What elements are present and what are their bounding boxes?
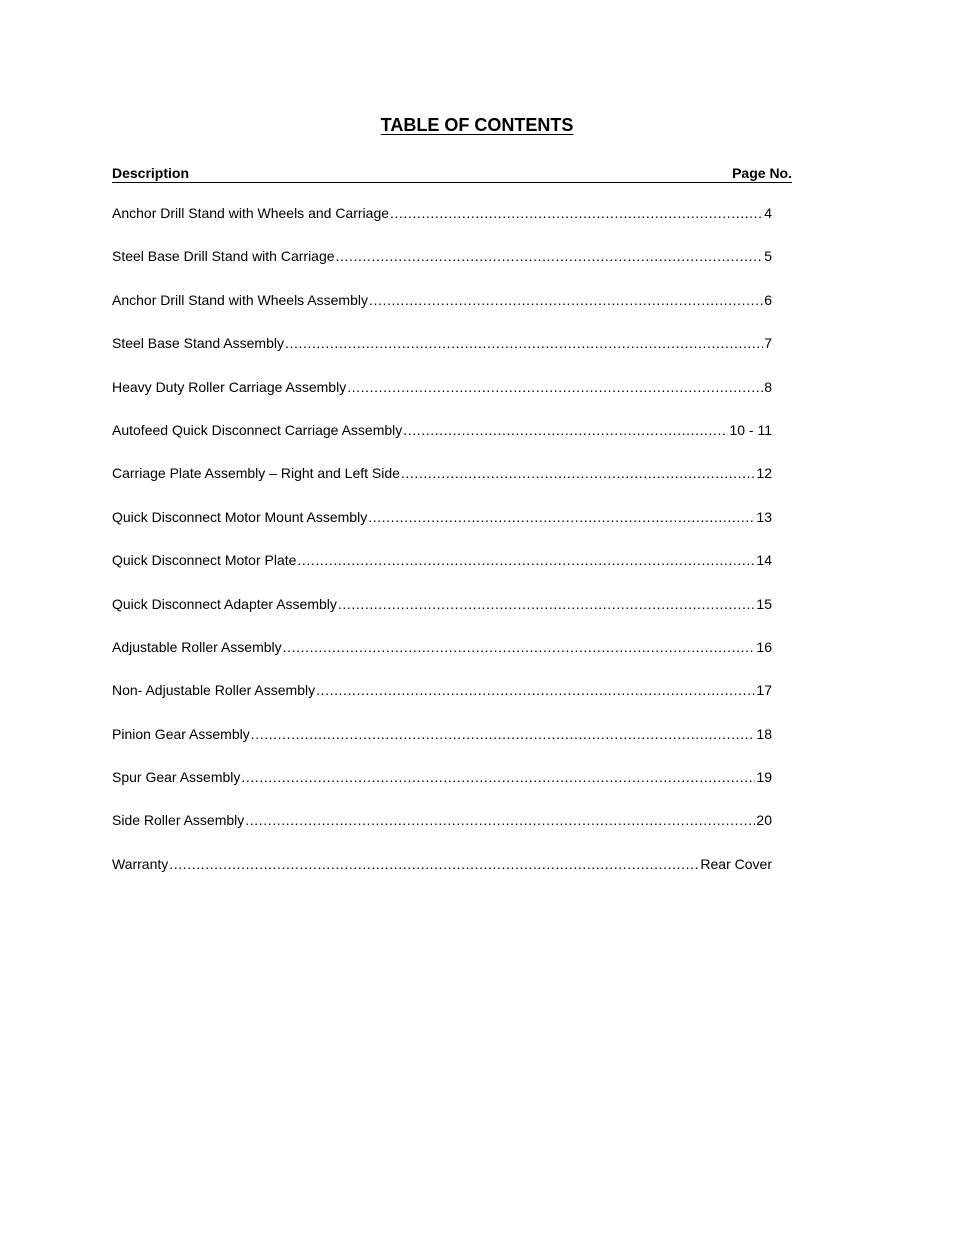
toc-column-header [112,164,792,183]
dot-leader [401,464,755,482]
toc-entry[interactable] [112,508,772,551]
page-title [0,114,954,136]
toc-entry-label: Anchor Drill Stand with Wheels Assembly [112,291,368,308]
toc-entry-page: 20 [756,812,772,829]
page-title-text: TABLE OF CONTENTS [380,115,574,135]
toc-entry-page: Rear Cover [700,855,772,872]
dot-leader [297,551,755,569]
toc-entry-label: Side Roller Assembly [112,812,245,829]
toc-entry-page: 10 - 11 [729,421,772,438]
toc-entry[interactable] [112,247,772,290]
toc-entry-page: 12 [756,465,772,482]
dot-leader [285,334,763,352]
toc-entry-label: Carriage Plate Assembly – Right and Left Side [112,465,400,482]
toc-entry-page: 16 [756,638,772,655]
dot-leader [338,595,756,613]
dot-leader [241,768,755,786]
toc-entry[interactable] [112,681,772,724]
toc-entry-page: 8 [764,378,772,395]
toc-entry[interactable] [112,378,772,421]
toc-entry-page: 4 [764,205,772,221]
toc-entry-page: 6 [764,291,772,308]
dot-leader [403,421,728,439]
toc-entry-page: 17 [756,682,772,699]
toc-entry-page: 5 [764,248,772,265]
toc-entry[interactable] [112,204,772,247]
toc-entry-label: Anchor Drill Stand with Wheels and Carriage [112,205,390,221]
toc-entry-label: Quick Disconnect Adapter Assembly [112,595,337,612]
toc-entry-label: Quick Disconnect Motor Mount Assembly [112,508,368,525]
toc-entry-label: Pinion Gear Assembly [112,725,250,742]
toc-entry-label: Spur Gear Assembly [112,769,241,786]
dot-leader [368,508,755,526]
dot-leader [251,725,756,743]
toc-entry-page: 14 [756,552,772,569]
toc-entry-label: Steel Base Stand Assembly [112,335,284,352]
toc-entry-page: 7 [764,335,772,352]
toc-entry[interactable] [112,855,772,898]
toc-entry-label: Heavy Duty Roller Carriage Assembly [112,378,347,395]
toc-entry[interactable] [112,595,772,638]
dot-leader [245,811,755,829]
dot-leader [169,855,699,873]
toc-entry-label: Non- Adjustable Roller Assembly [112,682,316,699]
toc-entry[interactable] [112,725,772,768]
dot-leader [390,204,763,222]
dot-leader [369,291,763,309]
toc-entry-page: 15 [756,595,772,612]
toc-entry-page: 19 [756,769,772,786]
toc-entry-page: 13 [756,508,772,525]
dot-leader [283,638,756,656]
toc-entry[interactable] [112,291,772,334]
description-column-label: Description [112,165,190,181]
toc-entry[interactable] [112,551,772,594]
toc-list [112,204,772,898]
toc-entry[interactable] [112,638,772,681]
toc-entry-page: 18 [756,725,772,742]
toc-entry-label: Quick Disconnect Motor Plate [112,552,297,569]
dot-leader [347,378,763,396]
toc-entry[interactable] [112,811,772,854]
dot-leader [336,247,764,265]
toc-entry[interactable] [112,464,772,507]
toc-entry-label: Adjustable Roller Assembly [112,638,282,655]
toc-entry[interactable] [112,334,772,377]
page-number-column-label: Page No. [732,165,792,181]
toc-entry-label: Autofeed Quick Disconnect Carriage Assembly [112,421,403,438]
toc-entry[interactable] [112,421,772,464]
toc-entry[interactable] [112,768,772,811]
toc-entry-label: Steel Base Drill Stand with Carriage [112,248,335,265]
toc-entry-label: Warranty [112,855,169,872]
dot-leader [316,681,755,699]
